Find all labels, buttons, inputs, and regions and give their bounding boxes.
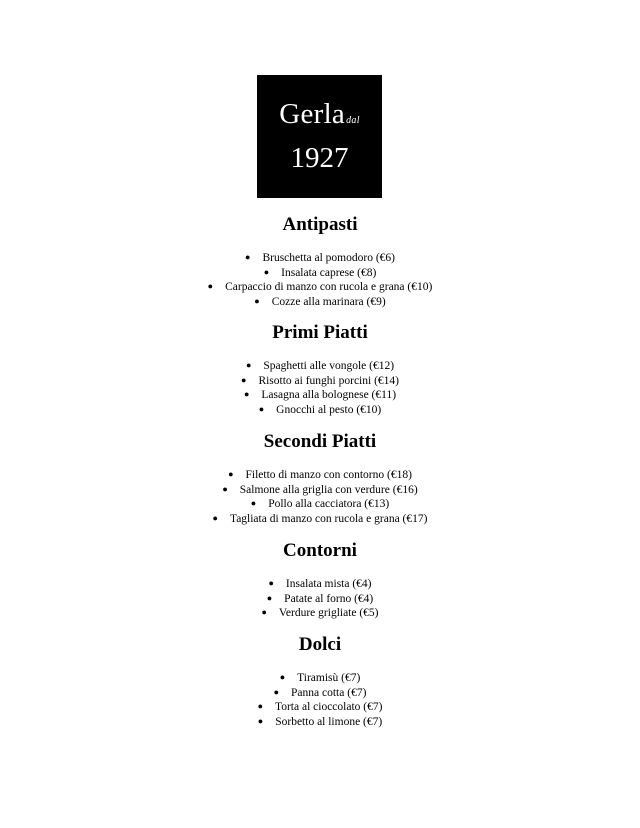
menu-item-text: Pollo alla cacciatora (€13) [268,498,390,511]
menu-item-text: Carpaccio di manzo con rucola e grana (€10) [225,281,433,294]
logo-year: 1927 [290,142,349,174]
bullet-icon: ● [228,469,234,479]
menu-item [0,685,640,700]
bullet-icon: ● [250,498,257,509]
logo-name: Gerla [279,98,346,130]
menu-item [0,294,640,309]
bullet-icon: ● [222,483,228,494]
menu-item-text: Sorbetto al limone (€7) [275,716,383,729]
bullet-icon: ● [257,701,263,712]
section-title: Antipasti [282,214,358,235]
bullet-icon: ● [243,389,250,400]
menu-item-text: Spaghetti alle vongole (€12) [263,360,395,372]
bullet-icon: ● [241,374,247,385]
menu-item [0,358,640,373]
menu-item-text: Cozze alla marinara (€9) [271,296,386,309]
bullet-icon: ● [207,281,214,292]
menu-item-text: Insalata mista (€4) [285,578,372,590]
restaurant-logo [257,75,382,198]
menu-item [0,576,640,591]
bullet-icon: ● [268,578,274,588]
menu-item-text: Tiramisù (€7) [297,672,361,684]
menu-item-text: Salmone alla griglia con verdure (€16) [239,483,418,496]
menu-item [0,387,640,402]
bullet-icon: ● [257,716,264,727]
menu-item-text: Risotto ai funghi porcini (€14) [258,374,399,387]
section-dolci [0,633,640,729]
menu-item [0,511,640,526]
menu-item-text: Patate al forno (€4) [284,592,374,605]
section-title: Contorni [283,540,357,561]
bullet-icon: ● [245,252,251,262]
menu-item-text: Insalata caprese (€8) [281,266,377,279]
section-primi-piatti [0,321,640,417]
section-antipasti [0,213,640,309]
menu-item-text: Bruschetta al pomodoro (€6) [262,252,395,264]
menu-item [0,373,640,388]
menu-item-text: Verdure grigliate (€5) [278,607,379,620]
section-title: Secondi Piatti [263,431,377,452]
menu-item [0,402,640,417]
menu-item-text: Panna cotta (€7) [291,686,367,699]
item-list [0,467,640,526]
menu-item-text: Torta al cioccolato (€7) [275,701,383,714]
bullet-icon: ● [263,266,270,277]
section-title: Dolci [298,634,342,655]
menu-item [0,670,640,685]
menu-item [0,279,640,294]
menu-item-text: Lasagna alla bolognese (€11) [261,389,397,402]
menu-item [0,591,640,606]
menu-item [0,250,640,265]
bullet-icon: ● [258,404,265,415]
item-list [0,358,640,417]
item-list [0,670,640,729]
item-list [0,576,640,620]
section-contorni [0,539,640,620]
menu-item [0,496,640,511]
menu-item [0,467,640,482]
bullet-icon: ● [212,513,218,524]
item-list [0,250,640,309]
menu-item [0,482,640,497]
menu-item-text: Filetto di manzo con contorno (€18) [245,469,412,481]
menu-item [0,699,640,714]
logo-name-line [257,97,382,138]
bullet-icon: ● [279,672,286,682]
menu-item-text: Gnocchi al pesto (€10) [276,404,382,417]
section-secondi-piatti [0,430,640,526]
menu-item-text: Tagliata di manzo con rucola e grana (€17) [229,513,428,526]
bullet-icon: ● [266,592,273,603]
bullet-icon: ● [261,607,267,618]
menu-item [0,714,640,729]
bullet-icon: ● [273,686,280,697]
bullet-icon: ● [254,296,260,307]
logo-dal: dal [346,115,360,126]
section-title: Primi Piatti [272,322,368,343]
menu-item [0,605,640,620]
bullet-icon: ● [245,360,252,370]
menu-item [0,265,640,280]
